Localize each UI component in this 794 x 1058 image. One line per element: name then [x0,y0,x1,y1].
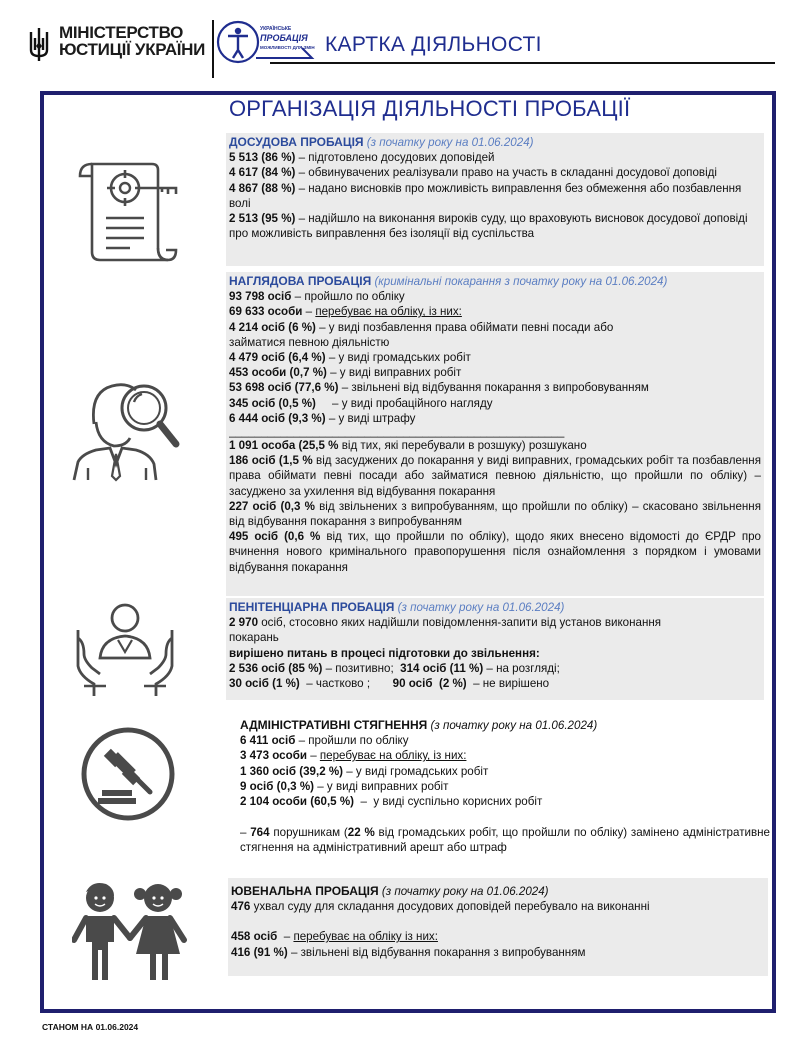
administrative-row-text: – у виді суспільно корисних робіт [354,795,543,809]
supervisory-registered-num: 69 633 особи [229,305,303,319]
footer-date-value: 01.06.2024 [95,1022,139,1032]
logo-small-text: УКРАЇНСЬКЕ [260,26,292,32]
administrative-period: (з початку року на 01.06.2024) [430,719,598,732]
gavel-icon [80,726,176,822]
supervisory-heading: НАГЛЯДОВА ПРОБАЦІЯ [229,274,372,288]
pretrial-row-num: 5 513 (86 %) [229,151,296,165]
juvenile-heading: ЮВЕНАЛЬНА ПРОБАЦІЯ [231,884,379,898]
juvenile-rulings-num: 476 [231,900,251,914]
supervisory-row2-text: від тих, які перебували в розшуку) розшукано [338,439,587,453]
supervisory-row-text: – у виді пробаційного нагляду [315,396,493,410]
supervisory-row-num: 453 особи (0,7 %) [229,366,327,380]
administrative-note-dash: – [240,826,251,840]
administrative-row-num: 1 360 осіб (39,2 %) [240,764,344,778]
juvenile-released-num: 416 (91 %) [231,945,288,959]
supervisory-row2-num: 186 осіб (1,5 % [229,454,313,468]
penitentiary-unresolved-pct: (2 %) [432,677,467,691]
administrative-registered-text: перебуває на обліку, із них: [319,749,467,763]
supervisory-row-text: – у виді штрафу [325,411,416,425]
supervisory-row-text: – у виді позбавлення права обіймати певні посади або займатися певною діяльністю [229,320,614,349]
penitentiary-partial-num: 30 осіб (1 %) [229,677,300,691]
supervisory-row2-num: 227 осіб (0,3 % [229,499,315,513]
pretrial-block [226,133,764,266]
pretrial-row-text: – обвинувачених реалізували право на участь в складанні досудової доповіді [295,166,717,180]
penitentiary-partial-text: – частково ; [299,677,393,691]
penitentiary-requests-text: осіб, стосовно яких надійшли повідомлення-запити від установ виконання покарань [229,616,662,645]
logo-big-text: ПРОБАЦІЯ [260,33,308,43]
administrative-registered-num: 3 473 особи [240,749,307,763]
administrative-row-text: – у виді громадських робіт [343,764,489,778]
administrative-note-text1: порушникам ( [269,826,348,840]
ministry-line2: ЮСТИЦІЇ УКРАЇНИ [59,40,206,59]
card-title: КАРТКА ДІЯЛЬНОСТІ [325,33,542,56]
penitentiary-resolved-label: вирішено питань в процесі підготовки до звільнення: [229,646,540,660]
juvenile-period: (з початку року на 01.06.2024) [381,885,549,898]
header-divider [212,20,214,78]
administrative-row-num: 9 осіб (0,3 %) [240,779,315,793]
footer-date [42,1022,138,1032]
supervisory-total-text: – пройшло по обліку [291,290,405,304]
pretrial-heading: ДОСУДОВА ПРОБАЦІЯ [229,135,364,149]
supervisory-row-num: 4 479 осіб (6,4 %) [229,351,326,365]
administrative-note-text2: від громадських робіт, що пройшли по обліку) замінено адміністративне стягнення на адміністративний арешт або штраф [240,826,770,855]
dash: – [302,305,316,319]
ministry-name [59,24,205,58]
supervisory-row-text: – у виді громадських робіт [325,351,471,365]
penitentiary-unresolved-text: – не вирішено [466,677,550,691]
administrative-row-num: 2 104 особи (60,5 %) [240,795,355,809]
pretrial-row-text: – надійшло на виконання вироків суду, що враховують висновок досудової доповіді про можливість виправлення без ізоляції від суспільства [229,212,748,241]
document-key-icon [72,156,180,266]
administrative-total-num: 6 411 осіб [240,734,296,748]
pretrial-row-text: – підготовлено досудових доповідей [295,151,495,165]
ministry-line1: МІНІСТЕРСТВО [59,23,184,42]
administrative-row-text: – у виді виправних робіт [314,779,449,793]
supervisory-total-num: 93 798 осіб [229,290,292,304]
supervisory-row-num: 345 осіб (0,5 %) [229,396,316,410]
administrative-heading: АДМІНІСТРАТИВНІ СТЯГНЕННЯ [240,718,428,732]
supervisory-row2-num: 1 091 особа (25,5 % [229,439,339,453]
magnifier-person-icon [70,372,182,482]
section-title: ОРГАНІЗАЦІЯ ДІЯЛЬНОСТІ ПРОБАЦІЇ [229,96,631,121]
penitentiary-review-text: – на розгляді; [483,661,560,675]
supervisory-row2-num: 495 осіб (0,6 % [229,530,321,544]
supervisory-row2-text: від тих, що пройшли по обліку), щодо яких внесено відомості до ЄРДР про вчинення нового кримінального правопорушення після ознайомлення з порядком і умовами відбування покарання [229,530,762,574]
penitentiary-unresolved-num: 90 осіб [392,677,433,691]
supervisory-row-text: – звільнені від відбування покарання з випробовуванням [338,381,649,395]
juvenile-block [228,878,768,976]
juvenile-rulings-text: ухвал суду для складання досудових доповідей перебувало на виконанні [250,900,650,914]
supervisory-row-num: 4 214 осіб (6 %) [229,320,316,334]
juvenile-registered-num: 458 осіб [231,930,278,944]
supervisory-row-num: 6 444 осіб (9,3 %) [229,411,326,425]
pretrial-row-num: 4 867 (88 %) [229,181,296,195]
administrative-total-text: – пройшли по обліку [295,734,409,748]
trident-icon [28,26,50,62]
supervisory-registered-text: перебуває на обліку, із них: [315,305,462,319]
supervisory-row-num: 53 698 осіб (77,6 %) [229,381,339,395]
supervisory-divider: ____________________________________________________ [229,426,565,439]
penitentiary-block [226,598,764,700]
pretrial-row-num: 2 513 (95 %) [229,212,296,226]
supervisory-period: (кримінальні покарання з початку року на 01.06.2024) [374,275,668,288]
children-icon [72,878,188,984]
supervisory-row2-text: від засуджених до покарання у виді виправних, громадських робіт та позбавлення права обіймати певні посади або займатися певною діяльністю, що пройшли по обліку) – засуджено за ухилення від відбування покарання [229,454,761,498]
hands-care-icon [70,598,180,698]
penitentiary-positive-num: 2 536 осіб (85 %) [229,661,323,675]
penitentiary-period: (з початку року на 01.06.2024) [397,601,565,614]
administrative-block [240,718,770,868]
juvenile-registered-text: перебуває на обліку із них: [293,930,438,944]
juvenile-released-text: – звільнені від відбування покарання з випробуванням [287,945,586,959]
penitentiary-review-num: 314 осіб (11 %) [400,661,484,675]
pretrial-period: (з початку року на 01.06.2024) [366,136,534,149]
dash: – [306,749,320,763]
supervisory-block [226,272,764,596]
page-header [0,0,794,80]
penitentiary-requests-num: 2 970 [229,616,259,630]
header-underline [270,62,775,64]
pretrial-row-text: – надано висновків про можливість виправлення без обмеження або позбавлення волі [229,181,742,210]
penitentiary-heading: ПЕНІТЕНЦІАРНА ПРОБАЦІЯ [229,600,395,614]
pretrial-row-num: 4 617 (84 %) [229,166,296,180]
logo-tagline: МОЖЛИВОСТІ ДЛЯ ЗМІН [260,45,315,50]
supervisory-row2-text: від звільнених з випробуванням, що пройшли по обліку) – скасовано звільнення від відбування покарання з випробуванням [229,499,761,529]
footer-label: СТАНОМ НА [42,1022,94,1032]
administrative-note-pct: 22 % [347,826,375,840]
supervisory-row-text: – у виді виправних робіт [326,366,462,380]
dash: – [277,930,294,944]
penitentiary-positive-text: – позитивно; [322,661,401,675]
administrative-note-num: 764 [250,826,270,840]
